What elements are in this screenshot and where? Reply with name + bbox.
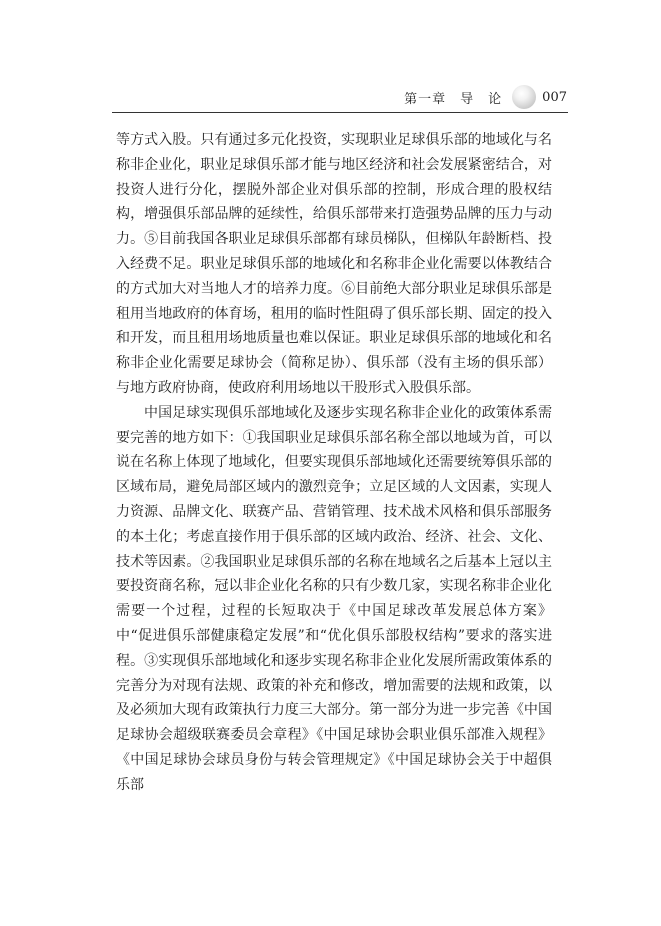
page-ornament-icon (512, 85, 536, 109)
body-text (116, 128, 552, 798)
running-header (404, 86, 567, 108)
chapter-title: 第一章 导 论 (404, 91, 503, 107)
paragraph: 中国足球实现俱乐部地域化及逐步实现名称非企业化的政策体系需要完善的地方如下：①我国职业足球俱乐部名称全部以地域为首，可以说在名称上体现了地域化，但要实现俱乐部地域化还需要统筹俱乐部的区域布局，避免局部区域内的激烈竞争；立足区域的人文因素，实现人力资源、品牌文化、联赛产品、营销管理、技术战术风格和俱乐部服务的本土化；考虑直接作用于俱乐部的区域内政治、经济、社会、文化、技术等因素。②我国职业足球俱乐部的名称在地域名之后基本上冠以主要投资商名称，冠以非企业化名称的只有少数几家，实现名称非企业化需要一个过程，过程的长短取决于《中国足球改革发展总体方案》中“促进俱乐部健康稳定发展”和“优化俱乐部股权结构”要求的落实进程。③实现俱乐部地域化和逐步实现名称非企业化发展所需政策体系的完善分为对现有法规、政策的补充和修改，增加需要的法规和政策，以及必须加大现有政策执行力度三大部分。第一部分为进一步完善《中国足球协会超级联赛委员会章程》《中国足球协会职业俱乐部准入规程》《中国足球协会球员身份与转会管理规定》《中国足球协会关于中超俱乐部 (116, 404, 552, 793)
paragraph: 等方式入股。只有通过多元化投资，实现职业足球俱乐部的地域化与名称非企业化，职业足球俱乐部才能与地区经济和社会发展紧密结合，对投资人进行分化，摆脱外部企业对俱乐部的控制，形成合理的股权结构，增强俱乐部品牌的延续性，给俱乐部带来打造强势品牌的压力与动力。⑤目前我国各职业足球俱乐部都有球员梯队，但梯队年龄断档、投入经费不足。职业足球俱乐部的地域化和名称非企业化需要以体教结合的方式加大对当地人才的培养力度。⑥目前绝大部分职业足球俱乐部是租用当地政府的体育场，租用的临时性阻碍了俱乐部长期、固定的投入和开发，而且租用场地质量也难以保证。职业足球俱乐部的地域化和名称非企业化需要足球协会（简称足协）、俱乐部（没有主场的俱乐部）与地方政府协商，使政府利用场地以干股形式入股俱乐部。 (116, 132, 552, 396)
header-rule (112, 112, 568, 113)
page-number: 007 (542, 89, 567, 105)
